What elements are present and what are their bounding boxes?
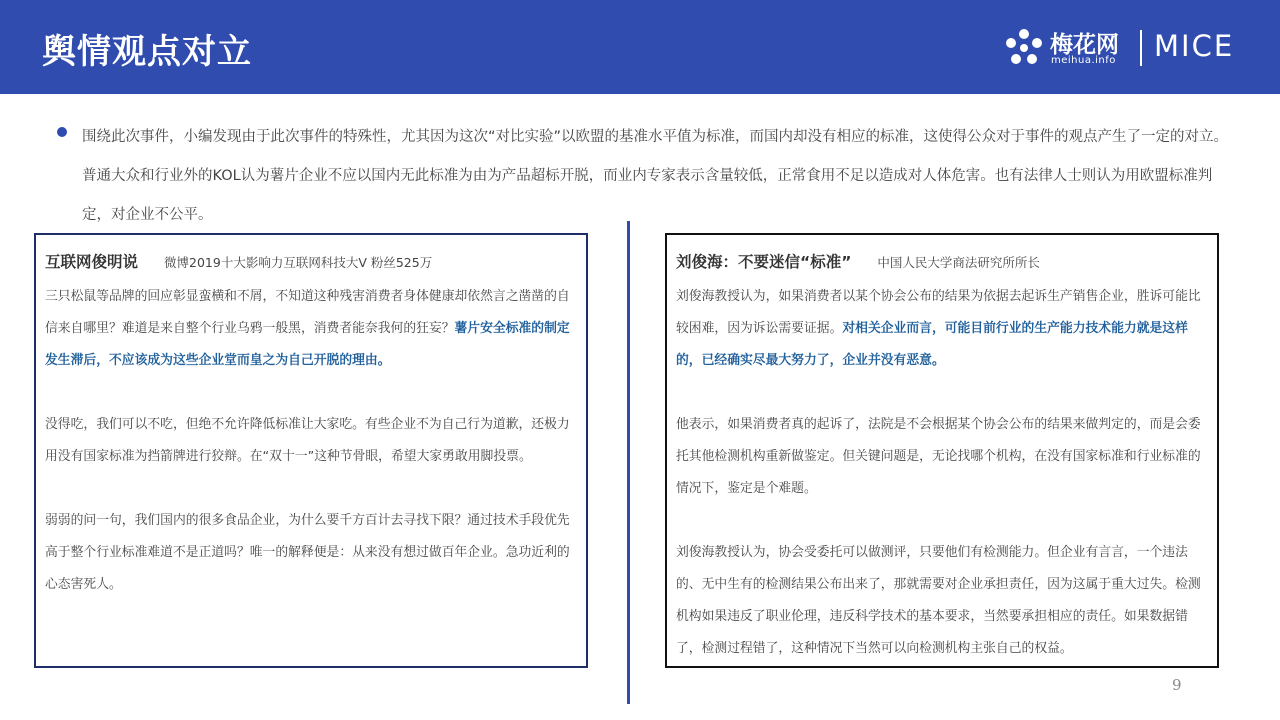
- logo-english-text: meihua.info: [1051, 55, 1116, 66]
- right-panel-subtitle: 中国人民大学商法研究所所长: [877, 255, 1040, 270]
- page-number: 9: [1172, 676, 1182, 694]
- left-panel-author: 互联网俊明说: [45, 253, 139, 271]
- right-paragraph-2: 他表示，如果消费者真的起诉了，法院是不会根据某个协会公布的结果来做判定的，而是会委托其他检测机构重新做鉴定。但关键问题是，无论找哪个机构，在没有国家标准和行业标准的情况下，鉴定是个难题。: [676, 417, 1201, 496]
- left-panel-subtitle: 微博2019十大影响力互联网科技大V 粉丝525万: [164, 255, 433, 270]
- slide-title: 舆情观点对立: [42, 32, 252, 72]
- header-bar: [0, 0, 1280, 94]
- bullet-dot: [57, 127, 67, 137]
- right-paragraph-3: 刘俊海教授认为，协会受委托可以做测评，只要他们有检测能力。但企业有言言，一个违法的、无中生有的检测结果公布出来了，那就需要对企业承担责任，因为这属于重大过失。检测机构如果违反了职业伦理，违反科学技术的基本要求，当然要承担相应的责任。如果数据错了，检测过程错了，这种情况下当然可以向检测机构主张自己的权益。: [676, 545, 1201, 656]
- center-divider: [627, 221, 630, 704]
- left-paragraph-2: 没得吃，我们可以不吃，但绝不允许降低标准让大家吃。有些企业不为自己行为道歉，还极力用没有国家标准为挡箭牌进行狡辩。在“双十一”这种节骨眼，希望大家勇敢用脚投票。: [45, 417, 570, 464]
- left-panel-header: [45, 247, 574, 281]
- flower-icon: [1004, 28, 1044, 68]
- right-panel-header: [676, 247, 1205, 281]
- left-p1-text: 三只松鼠等品牌的回应彰显蛮横和不屑，不知道这种残害消费者身体健康却依然言之凿凿的自信来自哪里？难道是来自整个行业乌鸦一般黑，消费者能奈我何的狂妄？: [45, 289, 570, 336]
- left-opinion-panel: [34, 233, 588, 668]
- right-p1-highlight: 对相关企业而言，可能目前行业的生产能力技术能力就是这样的，已经确实尽最大努力了，企业并没有恶意。: [676, 321, 1188, 368]
- meihua-mice-logo: [1004, 26, 1244, 70]
- left-paragraph-1: [45, 281, 574, 377]
- right-p1-text: 刘俊海教授认为，如果消费者以某个协会公布的结果为依据去起诉生产销售企业，胜诉可能比较困难，因为诉讼需要证据。: [676, 289, 1201, 336]
- logo-separator: [1140, 30, 1142, 66]
- logo-chinese-text: 梅花网: [1050, 32, 1119, 58]
- right-opinion-panel: [665, 233, 1219, 668]
- right-panel-body: [676, 281, 1205, 665]
- left-panel-body: [45, 281, 574, 601]
- logo-mice-text: MICE: [1154, 29, 1235, 63]
- intro-paragraph: 围绕此次事件，小编发现由于此次事件的特殊性，尤其因为这次“对比实验”以欧盟的基准水平值为标准，而国内却没有相应的标准，这使得公众对于事件的观点产生了一定的对立。普通大众和行业外的KOL认为薯片企业不应以国内无此标准为由为产品超标开脱，而业内专家表示含量较低，正常食用不足以造成对人体危害。也有法律人士则认为用欧盟标准判定，对企业不公平。: [82, 129, 1229, 223]
- left-paragraph-3: 弱弱的问一句，我们国内的很多食品企业，为什么要千方百计去寻找下限？通过技术手段优先高于整个行业标准难道不是正道吗？唯一的解释便是：从来没有想过做百年企业。急功近利的心态害死人。: [45, 513, 570, 592]
- right-paragraph-1: [676, 281, 1205, 377]
- left-p1-highlight: 薯片安全标准的制定发生滞后，不应该成为这些企业堂而皇之为自己开脱的理由。: [45, 321, 570, 368]
- right-panel-author: 刘俊海：不要迷信“标准”: [676, 253, 852, 271]
